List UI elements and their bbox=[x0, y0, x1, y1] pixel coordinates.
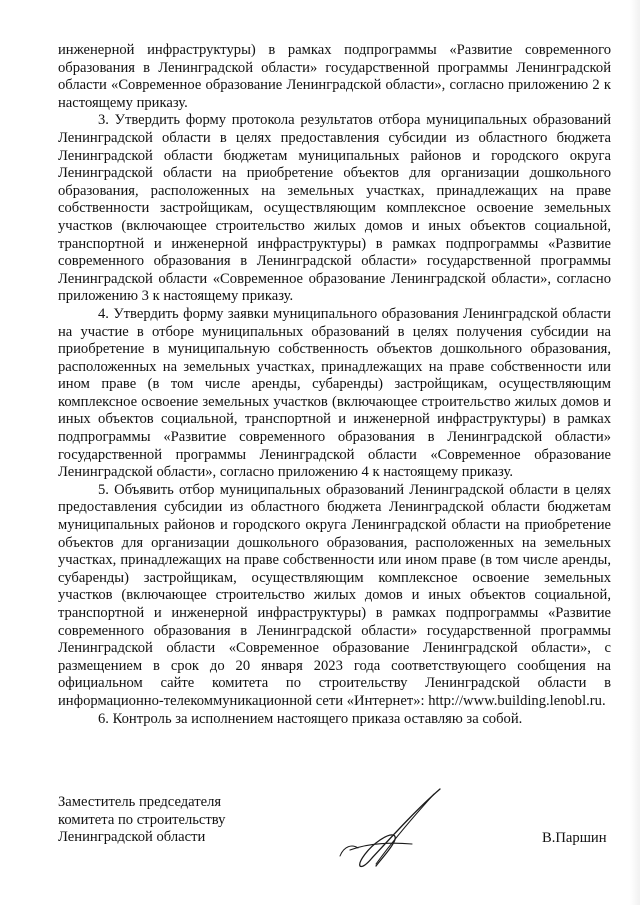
signatory-name: В.Паршин bbox=[542, 830, 607, 846]
paragraph-continuation: инженерной инфраструктуры) в рамках подпрограммы «Развитие современного образования в Ленинградской области» государственной программы Ленинградской области «Современное образование Ленинградской области», согласно приложению 2 к настоящему приказу. bbox=[58, 42, 611, 111]
signatory-title-line: Ленинградской области bbox=[58, 829, 206, 846]
paragraph-item-5: 5. Объявить отбор муниципальных образований Ленинградской области в целях предоставления субсидии из областного бюджета Ленинградской области бюджетам муниципальных районов и городского округа Ленинградской области на приобретение объектов для организации дошкольного образования, расположенных на земельных участках, принадлежащих на праве собственности или ином праве (в том числе аренды, субаренды) застройщикам, осуществляющим комплексное освоение земельных участков (включающее строительство жилых домов и иных объектов социальной, транспортной и инженерной инфраструктуры) в рамках подпрограммы «Развитие современного образования в Ленинградской области» государственной программы Ленинградской области «Современное образование Ленинградской области», с размещением в срок до 20 января 2023 года соответствующего сообщения на официальном сайте комитета по строительству Ленинградской области в информационно-телекоммуникационной сети «Интернет»: http://www.building.lenobl.ru. bbox=[58, 481, 611, 709]
document-body bbox=[58, 42, 611, 728]
signatory-title-line: Заместитель председателя bbox=[58, 794, 222, 810]
paragraph-item-6: 6. Контроль за исполнением настоящего приказа оставляю за собой. bbox=[98, 710, 523, 727]
paragraph-item-3: 3. Утвердить форму протокола результатов отбора муниципальных образований Ленинградской области в целях предоставления субсидии из областного бюджета Ленинградской области бюджетам муниципальных районов и городского округа Ленинградской области на приобретение объектов для организации дошкольного образования, расположенных на земельных участках, принадлежащих на праве собственности застройщикам, осуществляющим комплексное освоение земельных участков (включающее строительство жилых домов и иных объектов социальной, транспортной и инженерной инфраструктуры) в рамках подпрограммы «Развитие современного образования в Ленинградской области» государственной программы Ленинградской области «Современное образование Ленинградской области», согласно приложению 3 к настоящему приказу. bbox=[58, 112, 611, 305]
paragraph-item-4: 4. Утвердить форму заявки муниципального образования Ленинградской области на участие в отборе муниципальных образований в целях получения субсидии на приобретение в муниципальную собственность объектов дошкольного образования, расположенных на земельных участках, принадлежащих на праве собственности или ином праве (в том числе аренды, субаренды) застройщикам, осуществляющим комплексное освоение земельных участков (включающее строительство жилых домов и иных объектов социальной, транспортной и инженерной инфраструктуры) в рамках подпрограммы «Развитие современного образования в Ленинградской области» государственной программы Ленинградской области «Современное образование Ленинградской области», согласно приложению 4 к настоящему приказу. bbox=[58, 305, 611, 481]
scan-edge bbox=[630, 0, 640, 905]
handwritten-signature bbox=[336, 786, 446, 874]
signatory-title-line: комитета по строительству bbox=[58, 811, 226, 828]
signatory-title bbox=[58, 794, 225, 847]
